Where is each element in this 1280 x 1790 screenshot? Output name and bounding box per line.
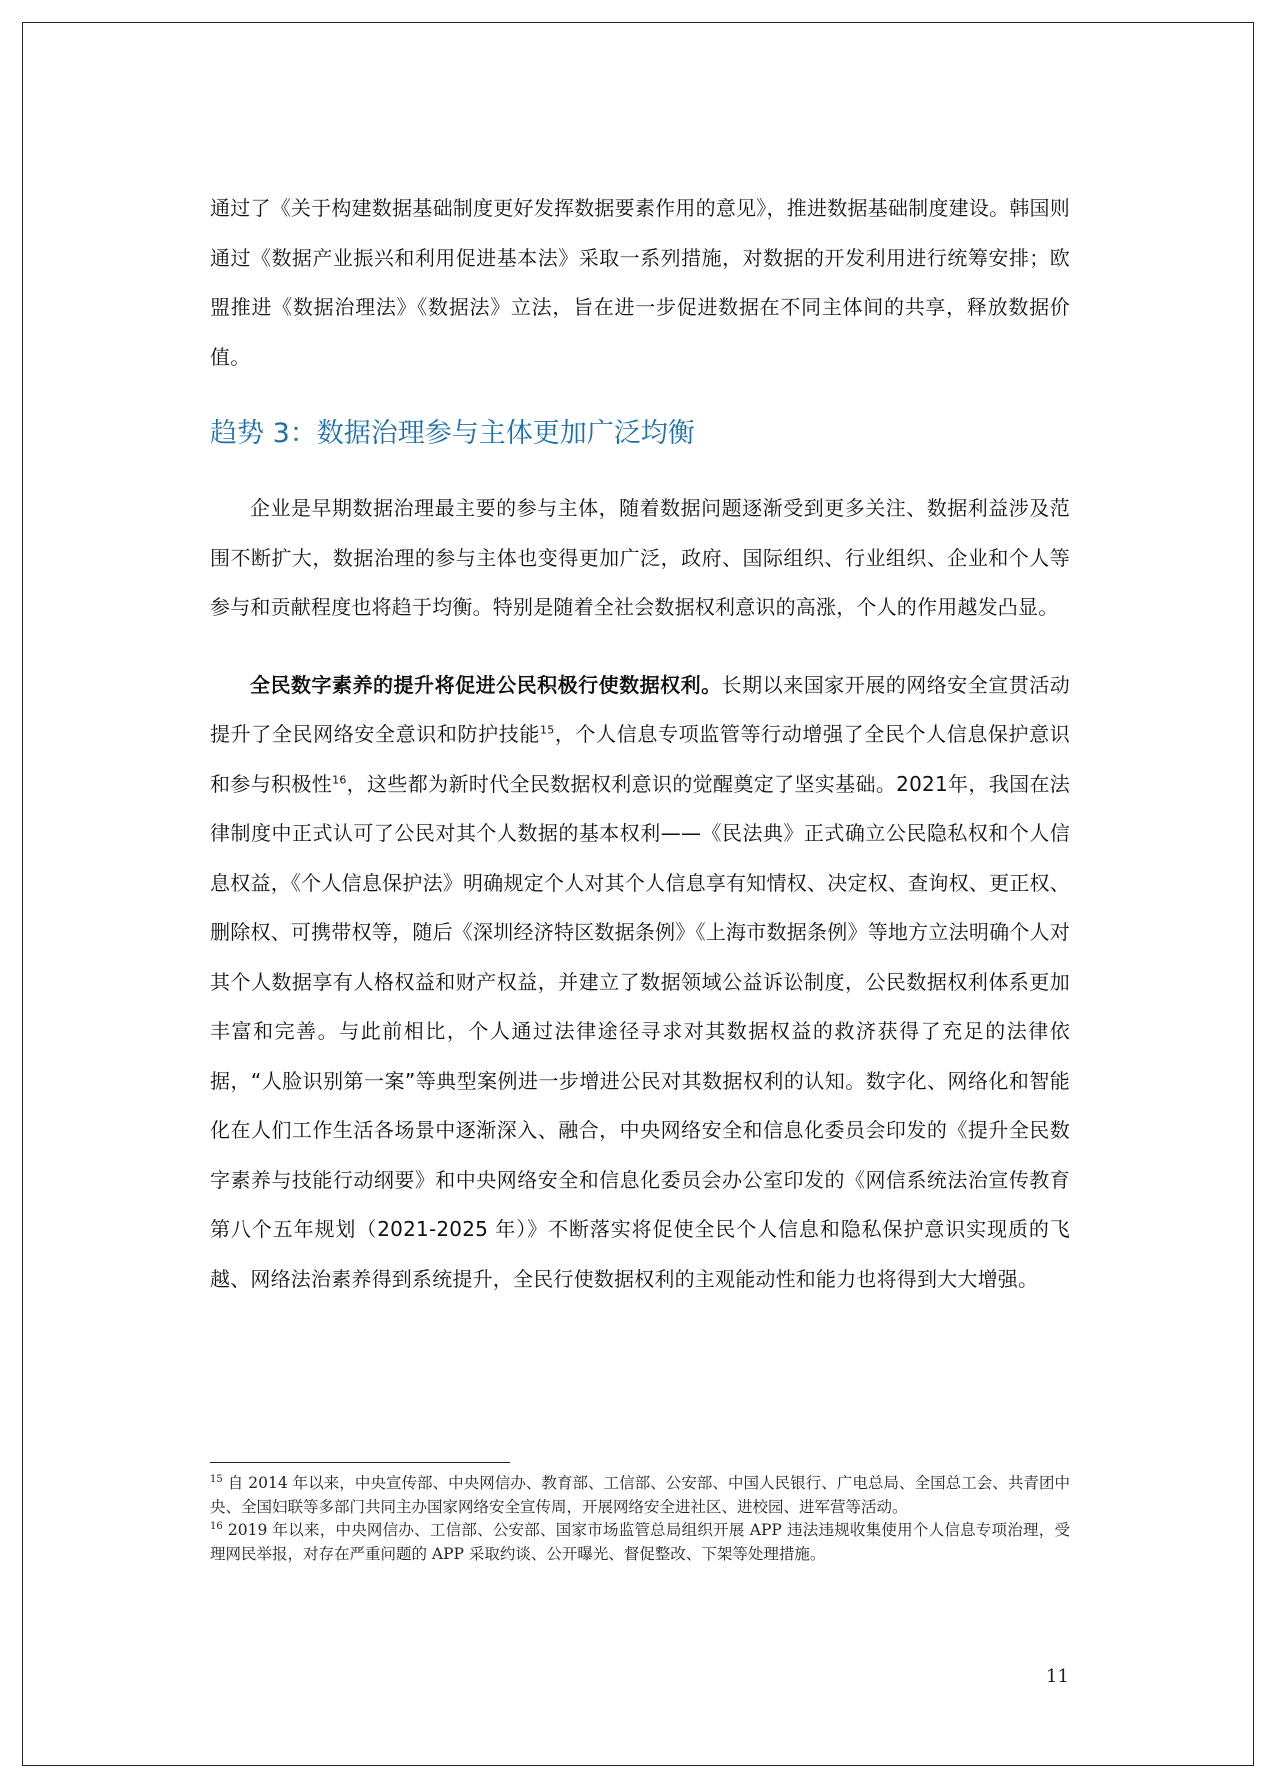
- footnote-number: 16: [210, 1520, 223, 1532]
- page-body: [210, 184, 1070, 1304]
- footnote-16: [210, 1519, 1070, 1566]
- bold-lead-sentence: 全民数字素养的提升将促进公民积极行使数据权利。: [250, 672, 722, 697]
- main-paragraph-part-3: ，这些都为新时代全民数据权利意识的觉醒奠定了坚实基础。2021年，我国在法律制度中正式认可了公民对其个人数据的基本权利——《民法典》正式确立公民隐私权和个人信息权益，《个人信息保护法》明确规定个人对其个人信息享有知情权、决定权、查询权、更正权、删除权、可携带权等，随后《深圳经济特区数据条例》《上海市数据条例》等地方立法明确个人对其个人数据享有人格权益和财产权益，并建立了数据领域公益诉讼制度，公民数据权利体系更加丰富和完善。与此前相比，个人通过法律途径寻求对其数据权益的救济获得了充足的法律依据，“人脸识别第一案”等典型案例进一步增进公民对其数据权利的认知。数字化、网络化和智能化在人们工作生活各场景中逐渐深入、融合，中央网络安全和信息化委员会印发的《提升全民数字素养与技能行动纲要》和中央网络安全和信息化委员会办公室印发的《网信系统法治宣传教育第八个五年规划（2021-2025 年）》不断落实将促使全民个人信息和隐私保护意识实现质的飞越、网络法治素养得到系统提升，全民行使数据权利的主观能动性和能力也将得到大大增强。: [210, 771, 1070, 1291]
- intro-paragraph: 企业是早期数据治理最主要的参与主体，随着数据问题逐渐受到更多关注、数据利益涉及范围不断扩大，数据治理的参与主体也变得更加广泛，政府、国际组织、行业组织、企业和个人等参与和贡献程度也将趋于均衡。特别是随着全社会数据权利意识的高涨，个人的作用越发凸显。: [210, 496, 1070, 619]
- footnotes: [210, 1472, 1070, 1566]
- main-paragraph: [210, 661, 1070, 1305]
- footnote-number: 15: [210, 1473, 223, 1485]
- page-number: 11: [1046, 1666, 1069, 1687]
- main-paragraph-part-1: 长期以来国家开展的网络安全宣贯活动提升了全民网络安全意识和防护技能: [210, 672, 1070, 746]
- footnote-divider: [210, 1462, 510, 1463]
- main-paragraph-part-2: ，个人信息专项监管等行动增强了全民个人信息保护意识和参与积极性: [210, 722, 1071, 796]
- footnote-ref-15[interactable]: 15: [540, 723, 555, 737]
- continuation-paragraph: 通过了《关于构建数据基础制度更好发挥数据要素作用的意见》，推进数据基础制度建设。韩国则通过《数据产业振兴和利用促进基本法》采取一系列措施，对数据的开发利用进行统筹安排；欧盟推进《数据治理法》《数据法》立法，旨在进一步促进数据在不同主体间的共享，释放数据价值。: [210, 196, 1070, 369]
- section-heading: 趋势 3：数据治理参与主体更加广泛均衡: [210, 418, 695, 449]
- footnote-15: [210, 1472, 1070, 1519]
- footnote-text: 自 2014 年以来，中央宣传部、中央网信办、教育部、工信部、公安部、中国人民银行、广电总局、全国总工会、共青团中央、全国妇联等多部门共同主办国家网络安全宣传周，开展网络安全进社区、进校园、进军营等活动。: [210, 1474, 1070, 1516]
- footnote-text: 2019 年以来，中央网信办、工信部、公安部、国家市场监管总局组织开展 APP 违法违规收集使用个人信息专项治理，受理网民举报，对存在严重问题的 APP 采取约谈、公开曝光、督促整改、下架等处理措施。: [210, 1521, 1070, 1563]
- paragraph-gap: [210, 633, 1070, 661]
- footnote-ref-16[interactable]: 16: [332, 772, 347, 786]
